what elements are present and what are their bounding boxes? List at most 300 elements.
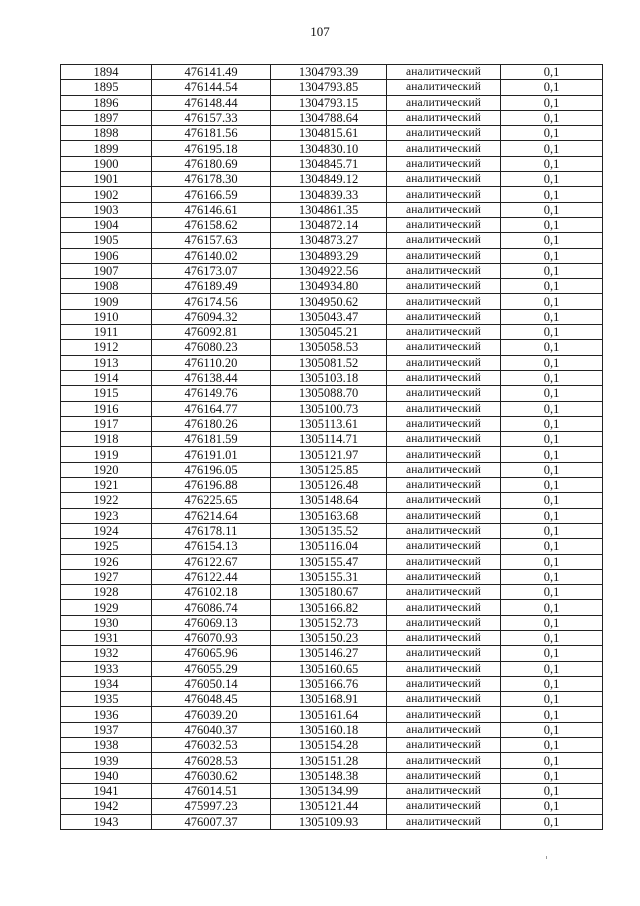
method-cell: аналитический xyxy=(387,370,501,385)
accuracy-cell: 0,1 xyxy=(501,493,603,508)
point-number-cell: 1921 xyxy=(61,478,152,493)
y-coordinate-cell: 1304815.61 xyxy=(271,126,387,141)
table-row xyxy=(61,325,603,340)
point-number-cell: 1911 xyxy=(61,325,152,340)
point-number-cell: 1912 xyxy=(61,340,152,355)
y-coordinate-cell: 1305100.73 xyxy=(271,401,387,416)
accuracy-cell: 0,1 xyxy=(501,126,603,141)
table-row xyxy=(61,661,603,676)
method-cell: аналитический xyxy=(387,309,501,324)
x-coordinate-cell: 476122.44 xyxy=(152,569,271,584)
table-row xyxy=(61,523,603,538)
table-row xyxy=(61,814,603,829)
y-coordinate-cell: 1305160.65 xyxy=(271,661,387,676)
point-number-cell: 1914 xyxy=(61,370,152,385)
accuracy-cell: 0,1 xyxy=(501,585,603,600)
x-coordinate-cell: 476140.02 xyxy=(152,248,271,263)
accuracy-cell: 0,1 xyxy=(501,783,603,798)
method-cell: аналитический xyxy=(387,416,501,431)
accuracy-cell: 0,1 xyxy=(501,141,603,156)
x-coordinate-cell: 476196.05 xyxy=(152,462,271,477)
accuracy-cell: 0,1 xyxy=(501,432,603,447)
method-cell: аналитический xyxy=(387,386,501,401)
table-row xyxy=(61,401,603,416)
y-coordinate-cell: 1305148.64 xyxy=(271,493,387,508)
table-row xyxy=(61,447,603,462)
y-coordinate-cell: 1305163.68 xyxy=(271,508,387,523)
accuracy-cell: 0,1 xyxy=(501,722,603,737)
point-number-cell: 1932 xyxy=(61,646,152,661)
x-coordinate-cell: 476189.49 xyxy=(152,279,271,294)
accuracy-cell: 0,1 xyxy=(501,217,603,232)
accuracy-cell: 0,1 xyxy=(501,646,603,661)
table-row xyxy=(61,416,603,431)
accuracy-cell: 0,1 xyxy=(501,248,603,263)
table-row xyxy=(61,478,603,493)
x-coordinate-cell: 476092.81 xyxy=(152,325,271,340)
x-coordinate-cell: 476080.23 xyxy=(152,340,271,355)
x-coordinate-cell: 476157.63 xyxy=(152,233,271,248)
method-cell: аналитический xyxy=(387,355,501,370)
y-coordinate-cell: 1305113.61 xyxy=(271,416,387,431)
table-row xyxy=(61,493,603,508)
x-coordinate-cell: 476110.20 xyxy=(152,355,271,370)
point-number-cell: 1923 xyxy=(61,508,152,523)
table-row xyxy=(61,202,603,217)
method-cell: аналитический xyxy=(387,615,501,630)
x-coordinate-cell: 476007.37 xyxy=(152,814,271,829)
method-cell: аналитический xyxy=(387,600,501,615)
x-coordinate-cell: 476149.76 xyxy=(152,386,271,401)
accuracy-cell: 0,1 xyxy=(501,600,603,615)
point-number-cell: 1931 xyxy=(61,630,152,645)
point-number-cell: 1910 xyxy=(61,309,152,324)
point-number-cell: 1929 xyxy=(61,600,152,615)
x-coordinate-cell: 475997.23 xyxy=(152,799,271,814)
point-number-cell: 1927 xyxy=(61,569,152,584)
accuracy-cell: 0,1 xyxy=(501,294,603,309)
y-coordinate-cell: 1305151.28 xyxy=(271,753,387,768)
accuracy-cell: 0,1 xyxy=(501,309,603,324)
accuracy-cell: 0,1 xyxy=(501,80,603,95)
y-coordinate-cell: 1304922.56 xyxy=(271,263,387,278)
x-coordinate-cell: 476102.18 xyxy=(152,585,271,600)
accuracy-cell: 0,1 xyxy=(501,554,603,569)
table-row xyxy=(61,279,603,294)
table-row xyxy=(61,370,603,385)
y-coordinate-cell: 1305166.76 xyxy=(271,676,387,691)
point-number-cell: 1905 xyxy=(61,233,152,248)
point-number-cell: 1941 xyxy=(61,783,152,798)
x-coordinate-cell: 476180.26 xyxy=(152,416,271,431)
y-coordinate-cell: 1305166.82 xyxy=(271,600,387,615)
y-coordinate-cell: 1304893.29 xyxy=(271,248,387,263)
x-coordinate-cell: 476028.53 xyxy=(152,753,271,768)
table-row xyxy=(61,248,603,263)
x-coordinate-cell: 476181.59 xyxy=(152,432,271,447)
accuracy-cell: 0,1 xyxy=(501,95,603,110)
accuracy-cell: 0,1 xyxy=(501,401,603,416)
accuracy-cell: 0,1 xyxy=(501,753,603,768)
table-row xyxy=(61,309,603,324)
point-number-cell: 1909 xyxy=(61,294,152,309)
y-coordinate-cell: 1304793.15 xyxy=(271,95,387,110)
point-number-cell: 1898 xyxy=(61,126,152,141)
y-coordinate-cell: 1304788.64 xyxy=(271,110,387,125)
point-number-cell: 1938 xyxy=(61,738,152,753)
table-row xyxy=(61,676,603,691)
method-cell: аналитический xyxy=(387,569,501,584)
method-cell: аналитический xyxy=(387,187,501,202)
x-coordinate-cell: 476141.49 xyxy=(152,65,271,80)
method-cell: аналитический xyxy=(387,126,501,141)
method-cell: аналитический xyxy=(387,738,501,753)
method-cell: аналитический xyxy=(387,263,501,278)
accuracy-cell: 0,1 xyxy=(501,768,603,783)
table-row xyxy=(61,738,603,753)
x-coordinate-cell: 476178.11 xyxy=(152,523,271,538)
point-number-cell: 1895 xyxy=(61,80,152,95)
y-coordinate-cell: 1304849.12 xyxy=(271,172,387,187)
y-coordinate-cell: 1304845.71 xyxy=(271,156,387,171)
x-coordinate-cell: 476225.65 xyxy=(152,493,271,508)
y-coordinate-cell: 1305103.18 xyxy=(271,370,387,385)
accuracy-cell: 0,1 xyxy=(501,478,603,493)
point-number-cell: 1900 xyxy=(61,156,152,171)
x-coordinate-cell: 476030.62 xyxy=(152,768,271,783)
point-number-cell: 1920 xyxy=(61,462,152,477)
point-number-cell: 1908 xyxy=(61,279,152,294)
y-coordinate-cell: 1305116.04 xyxy=(271,539,387,554)
x-coordinate-cell: 476195.18 xyxy=(152,141,271,156)
y-coordinate-cell: 1305088.70 xyxy=(271,386,387,401)
table-row xyxy=(61,768,603,783)
y-coordinate-cell: 1305154.28 xyxy=(271,738,387,753)
accuracy-cell: 0,1 xyxy=(501,65,603,80)
point-number-cell: 1894 xyxy=(61,65,152,80)
point-number-cell: 1928 xyxy=(61,585,152,600)
method-cell: аналитический xyxy=(387,554,501,569)
accuracy-cell: 0,1 xyxy=(501,386,603,401)
accuracy-cell: 0,1 xyxy=(501,110,603,125)
method-cell: аналитический xyxy=(387,325,501,340)
point-number-cell: 1926 xyxy=(61,554,152,569)
y-coordinate-cell: 1305126.48 xyxy=(271,478,387,493)
point-number-cell: 1902 xyxy=(61,187,152,202)
method-cell: аналитический xyxy=(387,233,501,248)
table-row xyxy=(61,80,603,95)
method-cell: аналитический xyxy=(387,539,501,554)
table-row xyxy=(61,65,603,80)
table-row xyxy=(61,753,603,768)
point-number-cell: 1924 xyxy=(61,523,152,538)
y-coordinate-cell: 1305155.47 xyxy=(271,554,387,569)
point-number-cell: 1897 xyxy=(61,110,152,125)
method-cell: аналитический xyxy=(387,141,501,156)
x-coordinate-cell: 476178.30 xyxy=(152,172,271,187)
table-row xyxy=(61,432,603,447)
y-coordinate-cell: 1304793.85 xyxy=(271,80,387,95)
point-number-cell: 1896 xyxy=(61,95,152,110)
point-number-cell: 1925 xyxy=(61,539,152,554)
accuracy-cell: 0,1 xyxy=(501,370,603,385)
table-row xyxy=(61,294,603,309)
x-coordinate-cell: 476048.45 xyxy=(152,692,271,707)
table-row xyxy=(61,508,603,523)
x-coordinate-cell: 476050.14 xyxy=(152,676,271,691)
x-coordinate-cell: 476191.01 xyxy=(152,447,271,462)
page-number: 107 xyxy=(310,24,330,39)
accuracy-cell: 0,1 xyxy=(501,814,603,829)
method-cell: аналитический xyxy=(387,110,501,125)
x-coordinate-cell: 476122.67 xyxy=(152,554,271,569)
x-coordinate-cell: 476181.56 xyxy=(152,126,271,141)
accuracy-cell: 0,1 xyxy=(501,172,603,187)
x-coordinate-cell: 476032.53 xyxy=(152,738,271,753)
point-number-cell: 1939 xyxy=(61,753,152,768)
x-coordinate-cell: 476166.59 xyxy=(152,187,271,202)
y-coordinate-cell: 1305045.21 xyxy=(271,325,387,340)
y-coordinate-cell: 1305152.73 xyxy=(271,615,387,630)
x-coordinate-cell: 476173.07 xyxy=(152,263,271,278)
table-row xyxy=(61,539,603,554)
method-cell: аналитический xyxy=(387,462,501,477)
table-row xyxy=(61,722,603,737)
accuracy-cell: 0,1 xyxy=(501,799,603,814)
accuracy-cell: 0,1 xyxy=(501,355,603,370)
y-coordinate-cell: 1305121.44 xyxy=(271,799,387,814)
table-row xyxy=(61,707,603,722)
point-number-cell: 1903 xyxy=(61,202,152,217)
y-coordinate-cell: 1305125.85 xyxy=(271,462,387,477)
accuracy-cell: 0,1 xyxy=(501,279,603,294)
table-row xyxy=(61,217,603,232)
point-number-cell: 1933 xyxy=(61,661,152,676)
x-coordinate-cell: 476069.13 xyxy=(152,615,271,630)
accuracy-cell: 0,1 xyxy=(501,676,603,691)
point-number-cell: 1906 xyxy=(61,248,152,263)
x-coordinate-cell: 476014.51 xyxy=(152,783,271,798)
y-coordinate-cell: 1305148.38 xyxy=(271,768,387,783)
point-number-cell: 1942 xyxy=(61,799,152,814)
table-row xyxy=(61,340,603,355)
point-number-cell: 1919 xyxy=(61,447,152,462)
point-number-cell: 1934 xyxy=(61,676,152,691)
method-cell: аналитический xyxy=(387,799,501,814)
y-coordinate-cell: 1304793.39 xyxy=(271,65,387,80)
accuracy-cell: 0,1 xyxy=(501,539,603,554)
x-coordinate-cell: 476146.61 xyxy=(152,202,271,217)
table-row xyxy=(61,692,603,707)
table-row xyxy=(61,110,603,125)
point-number-cell: 1937 xyxy=(61,722,152,737)
y-coordinate-cell: 1305168.91 xyxy=(271,692,387,707)
method-cell: аналитический xyxy=(387,646,501,661)
x-coordinate-cell: 476055.29 xyxy=(152,661,271,676)
table-row xyxy=(61,462,603,477)
accuracy-cell: 0,1 xyxy=(501,615,603,630)
x-coordinate-cell: 476039.20 xyxy=(152,707,271,722)
accuracy-cell: 0,1 xyxy=(501,416,603,431)
x-coordinate-cell: 476196.88 xyxy=(152,478,271,493)
table-row xyxy=(61,783,603,798)
table-row xyxy=(61,799,603,814)
method-cell: аналитический xyxy=(387,95,501,110)
method-cell: аналитический xyxy=(387,401,501,416)
point-number-cell: 1935 xyxy=(61,692,152,707)
accuracy-cell: 0,1 xyxy=(501,325,603,340)
x-coordinate-cell: 476180.69 xyxy=(152,156,271,171)
y-coordinate-cell: 1305134.99 xyxy=(271,783,387,798)
y-coordinate-cell: 1304950.62 xyxy=(271,294,387,309)
table-row xyxy=(61,569,603,584)
point-number-cell: 1936 xyxy=(61,707,152,722)
x-coordinate-cell: 476065.96 xyxy=(152,646,271,661)
method-cell: аналитический xyxy=(387,156,501,171)
table-row xyxy=(61,156,603,171)
y-coordinate-cell: 1305043.47 xyxy=(271,309,387,324)
accuracy-cell: 0,1 xyxy=(501,187,603,202)
x-coordinate-cell: 476148.44 xyxy=(152,95,271,110)
accuracy-cell: 0,1 xyxy=(501,263,603,278)
x-coordinate-cell: 476086.74 xyxy=(152,600,271,615)
method-cell: аналитический xyxy=(387,707,501,722)
table-row xyxy=(61,233,603,248)
table-row xyxy=(61,172,603,187)
method-cell: аналитический xyxy=(387,508,501,523)
method-cell: аналитический xyxy=(387,340,501,355)
table-row xyxy=(61,126,603,141)
y-coordinate-cell: 1305150.23 xyxy=(271,630,387,645)
method-cell: аналитический xyxy=(387,753,501,768)
table-row xyxy=(61,141,603,156)
point-number-cell: 1916 xyxy=(61,401,152,416)
x-coordinate-cell: 476040.37 xyxy=(152,722,271,737)
method-cell: аналитический xyxy=(387,630,501,645)
point-number-cell: 1904 xyxy=(61,217,152,232)
accuracy-cell: 0,1 xyxy=(501,202,603,217)
table-row xyxy=(61,615,603,630)
method-cell: аналитический xyxy=(387,676,501,691)
method-cell: аналитический xyxy=(387,80,501,95)
table-row xyxy=(61,263,603,278)
point-number-cell: 1930 xyxy=(61,615,152,630)
y-coordinate-cell: 1305146.27 xyxy=(271,646,387,661)
method-cell: аналитический xyxy=(387,478,501,493)
method-cell: аналитический xyxy=(387,523,501,538)
method-cell: аналитический xyxy=(387,722,501,737)
point-number-cell: 1913 xyxy=(61,355,152,370)
y-coordinate-cell: 1305155.31 xyxy=(271,569,387,584)
x-coordinate-cell: 476154.13 xyxy=(152,539,271,554)
accuracy-cell: 0,1 xyxy=(501,738,603,753)
y-coordinate-cell: 1304934.80 xyxy=(271,279,387,294)
point-number-cell: 1940 xyxy=(61,768,152,783)
method-cell: аналитический xyxy=(387,217,501,232)
x-coordinate-cell: 476094.32 xyxy=(152,309,271,324)
y-coordinate-cell: 1304861.35 xyxy=(271,202,387,217)
x-coordinate-cell: 476144.54 xyxy=(152,80,271,95)
coordinates-table xyxy=(60,64,603,830)
table-row xyxy=(61,386,603,401)
y-coordinate-cell: 1305121.97 xyxy=(271,447,387,462)
accuracy-cell: 0,1 xyxy=(501,462,603,477)
accuracy-cell: 0,1 xyxy=(501,508,603,523)
method-cell: аналитический xyxy=(387,585,501,600)
scan-mark xyxy=(546,856,547,859)
coordinates-table-body xyxy=(61,65,603,830)
x-coordinate-cell: 476070.93 xyxy=(152,630,271,645)
method-cell: аналитический xyxy=(387,248,501,263)
accuracy-cell: 0,1 xyxy=(501,233,603,248)
point-number-cell: 1917 xyxy=(61,416,152,431)
method-cell: аналитический xyxy=(387,814,501,829)
point-number-cell: 1899 xyxy=(61,141,152,156)
accuracy-cell: 0,1 xyxy=(501,523,603,538)
x-coordinate-cell: 476174.56 xyxy=(152,294,271,309)
accuracy-cell: 0,1 xyxy=(501,707,603,722)
y-coordinate-cell: 1305160.18 xyxy=(271,722,387,737)
point-number-cell: 1907 xyxy=(61,263,152,278)
y-coordinate-cell: 1305081.52 xyxy=(271,355,387,370)
accuracy-cell: 0,1 xyxy=(501,661,603,676)
method-cell: аналитический xyxy=(387,294,501,309)
y-coordinate-cell: 1305109.93 xyxy=(271,814,387,829)
table-row xyxy=(61,630,603,645)
accuracy-cell: 0,1 xyxy=(501,692,603,707)
table-row xyxy=(61,554,603,569)
table-row xyxy=(61,585,603,600)
accuracy-cell: 0,1 xyxy=(501,340,603,355)
x-coordinate-cell: 476158.62 xyxy=(152,217,271,232)
y-coordinate-cell: 1305161.64 xyxy=(271,707,387,722)
method-cell: аналитический xyxy=(387,279,501,294)
method-cell: аналитический xyxy=(387,447,501,462)
y-coordinate-cell: 1305135.52 xyxy=(271,523,387,538)
x-coordinate-cell: 476157.33 xyxy=(152,110,271,125)
table-row xyxy=(61,600,603,615)
method-cell: аналитический xyxy=(387,202,501,217)
point-number-cell: 1943 xyxy=(61,814,152,829)
y-coordinate-cell: 1304873.27 xyxy=(271,233,387,248)
method-cell: аналитический xyxy=(387,661,501,676)
point-number-cell: 1922 xyxy=(61,493,152,508)
point-number-cell: 1901 xyxy=(61,172,152,187)
x-coordinate-cell: 476138.44 xyxy=(152,370,271,385)
y-coordinate-cell: 1305180.67 xyxy=(271,585,387,600)
method-cell: аналитический xyxy=(387,493,501,508)
x-coordinate-cell: 476214.64 xyxy=(152,508,271,523)
y-coordinate-cell: 1305058.53 xyxy=(271,340,387,355)
accuracy-cell: 0,1 xyxy=(501,630,603,645)
method-cell: аналитический xyxy=(387,768,501,783)
y-coordinate-cell: 1304872.14 xyxy=(271,217,387,232)
table-row xyxy=(61,646,603,661)
method-cell: аналитический xyxy=(387,172,501,187)
method-cell: аналитический xyxy=(387,65,501,80)
x-coordinate-cell: 476164.77 xyxy=(152,401,271,416)
table-row xyxy=(61,95,603,110)
point-number-cell: 1918 xyxy=(61,432,152,447)
method-cell: аналитический xyxy=(387,432,501,447)
method-cell: аналитический xyxy=(387,783,501,798)
point-number-cell: 1915 xyxy=(61,386,152,401)
y-coordinate-cell: 1304839.33 xyxy=(271,187,387,202)
method-cell: аналитический xyxy=(387,692,501,707)
accuracy-cell: 0,1 xyxy=(501,447,603,462)
accuracy-cell: 0,1 xyxy=(501,156,603,171)
y-coordinate-cell: 1305114.71 xyxy=(271,432,387,447)
